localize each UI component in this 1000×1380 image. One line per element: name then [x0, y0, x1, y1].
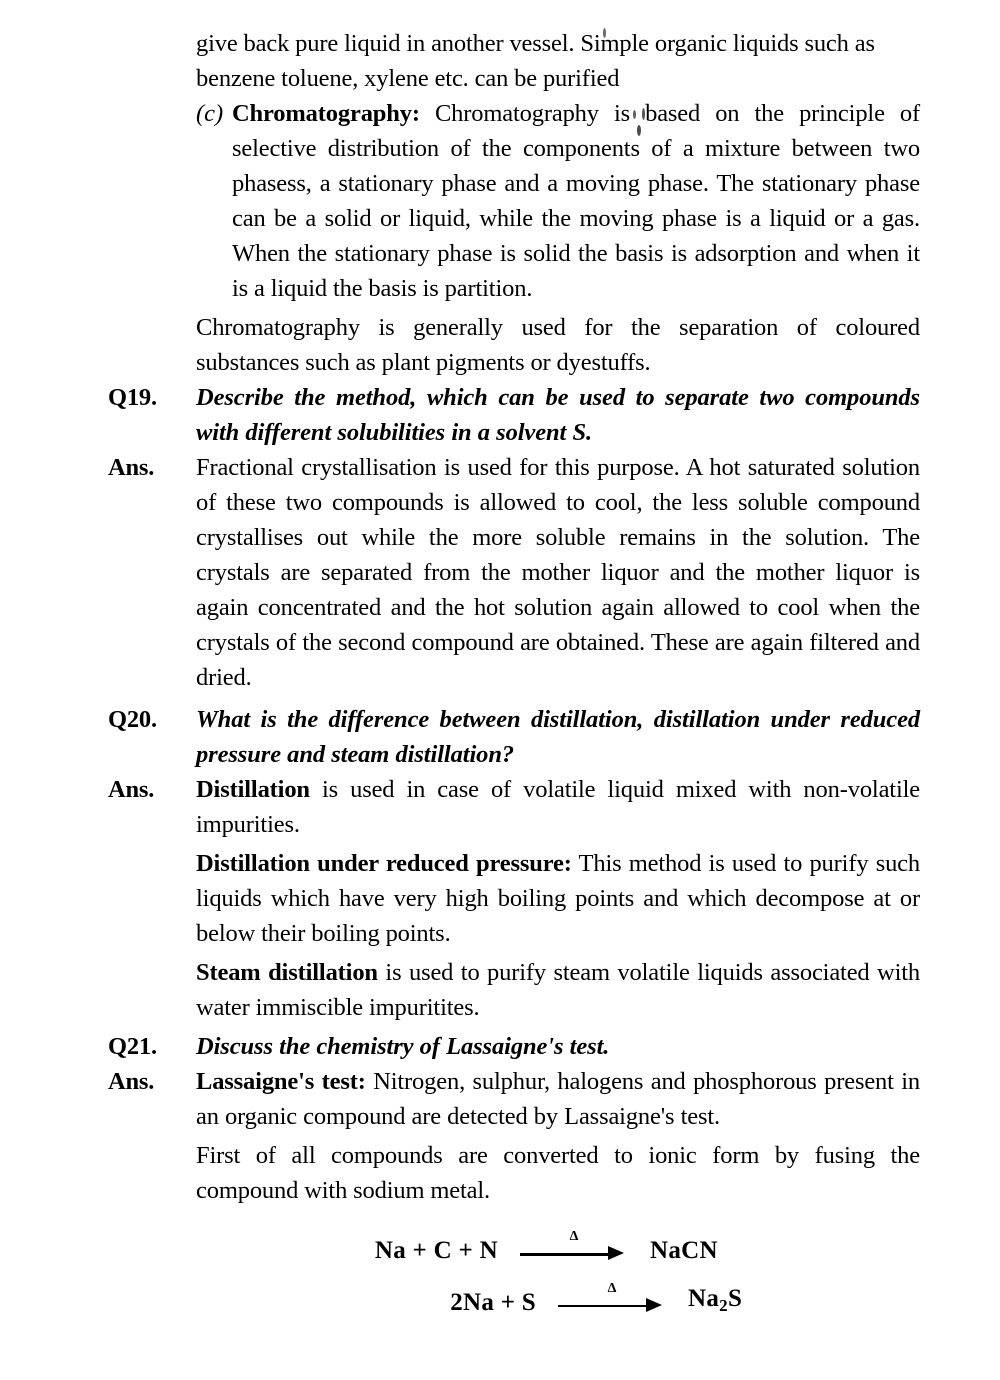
distillation-heading: Distillation [196, 776, 310, 803]
question-label-q21: Q21. [108, 1033, 157, 1060]
list-item-c [196, 96, 920, 306]
equation-2-products [688, 1282, 888, 1323]
question-block-q20 [108, 702, 920, 772]
answer-text-q20-part1 [196, 772, 920, 842]
chromatography-note: Chromatography is generally used for the separation of coloured substances such as plant pigments or dyestuffs. [196, 314, 920, 376]
question-label-q20: Q20. [108, 706, 157, 733]
answer-text-q21-paragraph2: First of all compounds are converted to ionic form by fusing the compound with sodium metal. [196, 1142, 920, 1204]
answer-label-q20: Ans. [108, 776, 155, 803]
equation-1-condition: Δ [569, 1229, 579, 1244]
equation-2-reactants: 2Na + S [450, 1288, 536, 1316]
answer-block-q20 [108, 772, 920, 842]
lassaignes-test-heading: Lassaigne's test: [196, 1068, 366, 1095]
question-text-q19: Describe the method, which can be used to separate two compounds with different solubilities in a solvent S. [196, 384, 920, 446]
answer-text-q19: Fractional crystallisation is used for this purpose. A hot saturated solution of these two compounds is allowed to cool, the less soluble compound crystallises out while the more soluble remains in the solution. The crystals are separated from the mother liquor and the mother liquor is again concentrated and the hot solution again allowed to cool when the crystals of the second compound are obtained. These are again filtered and dried. [196, 454, 920, 691]
equation-row-1 [108, 1229, 920, 1268]
question-block-q19 [108, 380, 920, 450]
continued-paragraph: give back pure liquid in another vessel. Simple organic liquids such as benzene toluene, xylene etc. can be purified [196, 30, 875, 92]
arrow-line [520, 1253, 616, 1256]
list-item-c-text [232, 96, 920, 306]
steam-distillation-body: is used to purify steam volatile liquids associated with water immiscible impuritites. [196, 959, 920, 1021]
reaction-arrow-icon [558, 1280, 666, 1320]
answer-text-q20-part2 [196, 846, 920, 951]
chromatography-heading: Chromatography: [232, 100, 420, 127]
arrow-line [558, 1305, 654, 1308]
list-marker-c: (c) [196, 100, 224, 127]
page-content [108, 26, 920, 1337]
question-text-q20: What is the difference between distillation, distillation under reduced pressure and steam distillation? [196, 706, 920, 768]
reduced-pressure-body: This method is used to purify such liquids which have very high boiling points and which decompose at or below their boiling points. [196, 850, 920, 947]
answer-label-q21: Ans. [108, 1068, 155, 1095]
arrow-head [608, 1246, 624, 1260]
question-label-q19: Q19. [108, 384, 157, 411]
reduced-pressure-heading: Distillation under reduced pressure: [196, 850, 572, 877]
arrow-head [646, 1298, 662, 1312]
equation-2-product-main: Na [688, 1285, 720, 1312]
answer-text-q21 [196, 1064, 920, 1134]
equation-1-product-main: NaCN [650, 1237, 718, 1264]
answer-block-q21 [108, 1064, 920, 1134]
lassaignes-test-body: Nitrogen, sulphur, halogens and phosphorous present in an organic compound are detected by Lassaigne's test. [196, 1068, 921, 1130]
question-text-q21: Discuss the chemistry of Lassaigne's test. [196, 1033, 610, 1060]
equation-1-products [650, 1234, 850, 1268]
answer-block-q19 [108, 450, 920, 695]
answer-label-q19: Ans. [108, 454, 155, 481]
steam-distillation-heading: Steam distillation [196, 959, 378, 986]
reaction-arrow-icon [520, 1229, 628, 1268]
answer-text-q20-part3 [196, 955, 920, 1025]
chromatography-body: Chromatography is based on the principle of selective distribution of the components of a mixture between two phasess, a stationary phase and a moving phase. The stationary phase can be a solid or liquid, while the moving phase is a liquid or a gas. When the stationary phase is solid the basis is adsorption and when it is a liquid the basis is partition. [232, 100, 920, 302]
equation-1-reactants: Na + C + N [374, 1237, 498, 1264]
question-block-q21 [108, 1029, 920, 1064]
distillation-body: is used in case of volatile liquid mixed with non-volatile impurities. [196, 776, 920, 838]
equation-2-product-tail: S [727, 1285, 743, 1312]
equation-row-2 [108, 1282, 920, 1323]
chemical-equations [108, 1229, 920, 1323]
equation-2-product-subscript: 2 [719, 1296, 728, 1316]
equation-2-condition: Δ [607, 1280, 617, 1296]
